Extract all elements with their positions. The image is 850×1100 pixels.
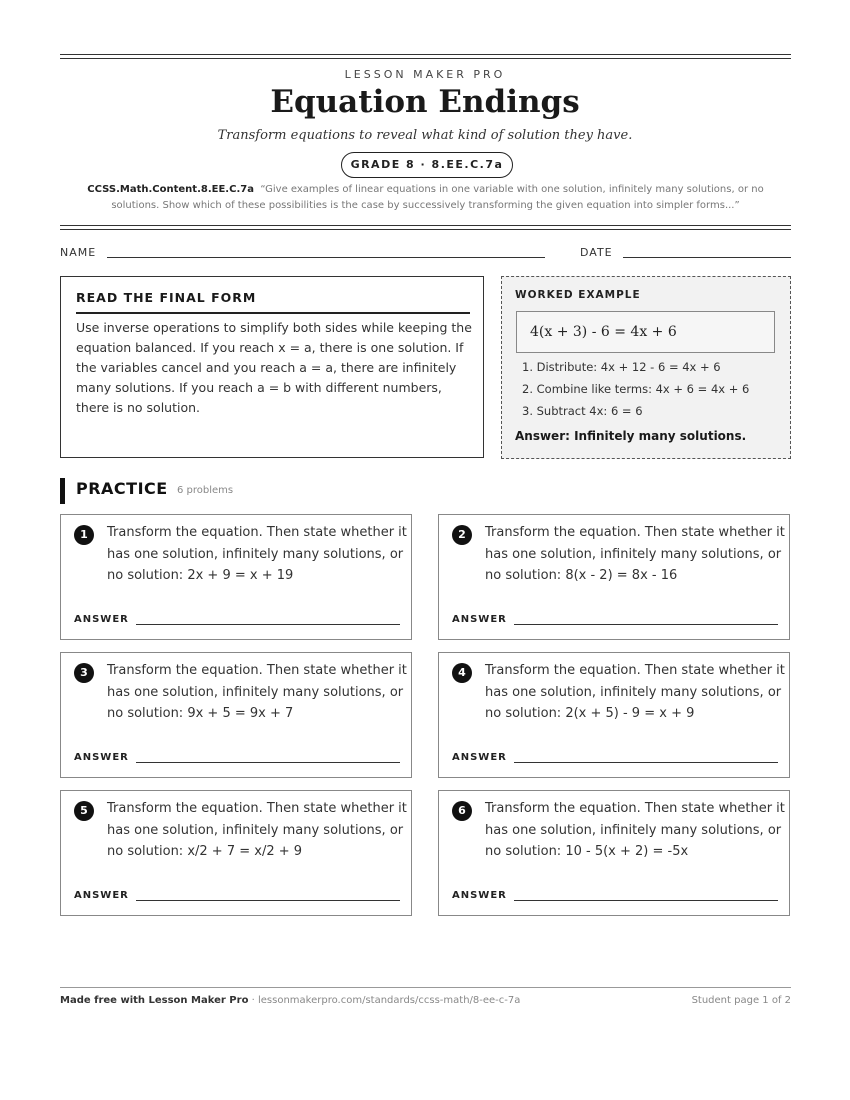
answer-label: ANSWER [74, 614, 129, 625]
practice-count: 6 problems [177, 485, 234, 496]
problem-card-2 [438, 514, 790, 640]
problem-prompt: Transform the equation. Then state whether it has one solution, infinitely many solutions, or no solution: x/2 + 7 = x/2 + 9 [107, 801, 407, 859]
worked-example-equation: 4(x + 3) - 6 = 4x + 6 [516, 311, 775, 353]
answer-line[interactable] [514, 624, 778, 625]
answer-line[interactable] [514, 900, 778, 901]
name-label: NAME [60, 246, 97, 259]
footer-page-number: Student page 1 of 2 [691, 995, 791, 1006]
standard-code: CCSS.Math.Content.8.EE.C.7a [87, 184, 254, 195]
answer-line[interactable] [136, 762, 400, 763]
final-form-body: Use inverse operations to simplify both sides while keeping the equation balanced. If you reach x = a, there is one solution. If the variables cancel and you reach a = a, there are infinitely many solutions. If you reach a = b with different numbers, there is no solution. [76, 320, 472, 415]
answer-label: ANSWER [74, 752, 129, 763]
footer-rule [60, 987, 791, 988]
header-top-rule-2 [60, 58, 791, 59]
grade-badge: GRADE 8 · 8.EE.C.7a [341, 152, 513, 178]
answer-line[interactable] [514, 762, 778, 763]
problem-prompt: Transform the equation. Then state whether it has one solution, infinitely many solutions, or no solution: 2(x + 5) - 9 = x + 9 [485, 663, 785, 721]
answer-line[interactable] [136, 900, 400, 901]
footer-made-with: Made free with Lesson Maker Pro [60, 995, 249, 1006]
problem-number-badge: 1 [74, 525, 94, 545]
final-form-heading: READ THE FINAL FORM [76, 290, 257, 305]
problem-prompt: Transform the equation. Then state whether it has one solution, infinitely many solutions, or no solution: 2x + 9 = x + 19 [107, 525, 407, 583]
problem-card-3 [60, 652, 412, 778]
final-form-heading-rule [76, 312, 470, 314]
date-label: DATE [580, 246, 613, 259]
answer-line[interactable] [136, 624, 400, 625]
problem-prompt: Transform the equation. Then state whether it has one solution, infinitely many solutions, or no solution: 10 - 5(x + 2) = -5x [485, 801, 785, 859]
header-top-rule [60, 54, 791, 55]
problem-card-6 [438, 790, 790, 916]
problem-card-4 [438, 652, 790, 778]
page-title: Equation Endings [270, 84, 580, 120]
footer-url[interactable]: lessonmakerpro.com/standards/ccss-math/8-ee-c-7a [257, 995, 521, 1006]
practice-title: PRACTICE [76, 479, 168, 498]
header-bottom-rule-2 [60, 229, 791, 230]
worked-example-answer: Answer: Infinitely many solutions. [515, 429, 747, 443]
problem-number-badge: 2 [452, 525, 472, 545]
answer-label: ANSWER [452, 614, 507, 625]
answer-label: ANSWER [452, 752, 507, 763]
name-field[interactable] [107, 257, 545, 258]
problem-card-1 [60, 514, 412, 640]
problem-number-badge: 5 [74, 801, 94, 821]
problem-number-badge: 4 [452, 663, 472, 683]
worked-example-step: 2. Combine like terms: 4x + 6 = 4x + 6 [522, 382, 750, 396]
brand-name: LESSON MAKER PRO [344, 68, 506, 81]
worked-example-heading: WORKED EXAMPLE [515, 289, 641, 301]
footer-separator: · [248, 995, 258, 1006]
header-bottom-rule [60, 225, 791, 226]
practice-accent-bar [60, 478, 65, 504]
standard-text: “Give examples of linear equations in one variable with one solution, infinitely many solutions, or no solutions. Show which of these possibilities is the case by successively transforming the given equation into simpler forms...” [111, 184, 764, 211]
problem-card-5 [60, 790, 412, 916]
problem-number-badge: 6 [452, 801, 472, 821]
answer-label: ANSWER [452, 890, 507, 901]
problem-number-badge: 3 [74, 663, 94, 683]
problem-prompt: Transform the equation. Then state whether it has one solution, infinitely many solutions, or no solution: 8(x - 2) = 8x - 16 [485, 525, 785, 583]
problem-prompt: Transform the equation. Then state whether it has one solution, infinitely many solutions, or no solution: 9x + 5 = 9x + 7 [107, 663, 407, 721]
standard-description [62, 182, 789, 214]
page-subtitle: Transform equations to reveal what kind of solution they have. [217, 128, 633, 143]
answer-label: ANSWER [74, 890, 129, 901]
worked-example-step: 1. Distribute: 4x + 12 - 6 = 4x + 6 [522, 360, 721, 374]
worked-example-step: 3. Subtract 4x: 6 = 6 [522, 404, 643, 418]
date-field[interactable] [623, 257, 791, 258]
